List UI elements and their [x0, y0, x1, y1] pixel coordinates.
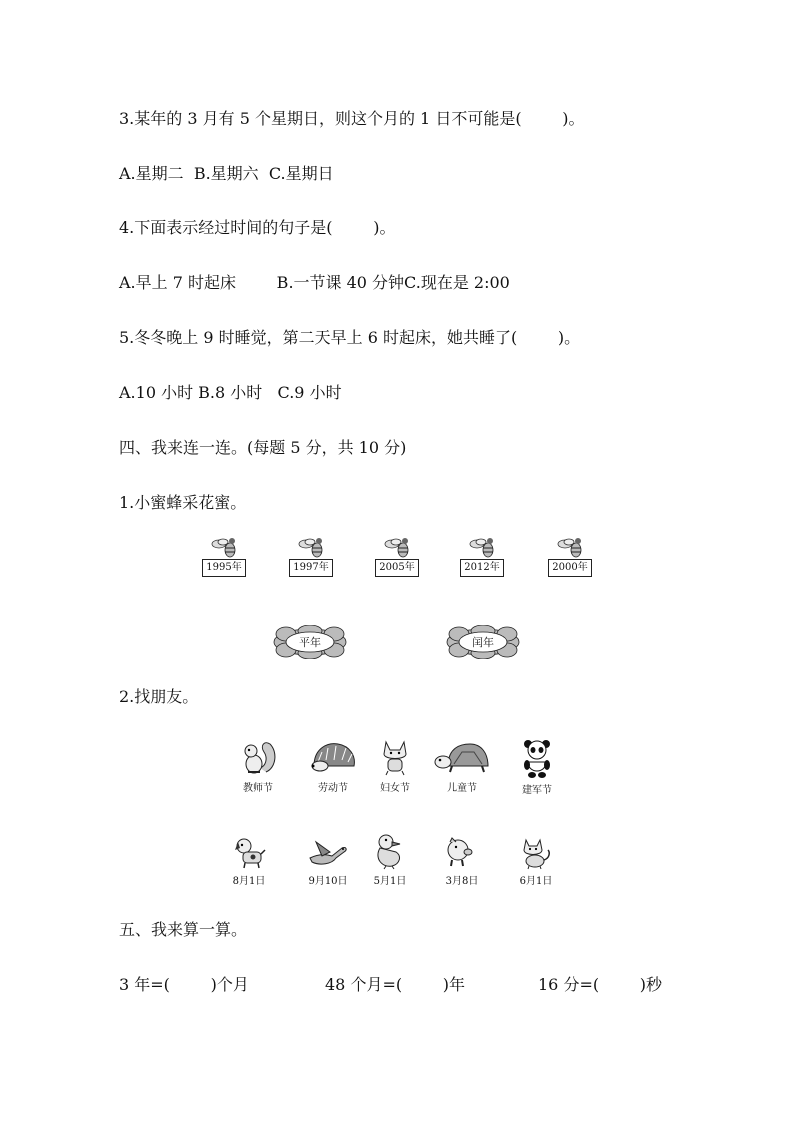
section-4-sub1: 1.小蜜蜂采花蜜。 — [119, 493, 247, 512]
bee-year-label: 2000年 — [548, 559, 592, 577]
q4-text: 4.下面表示经过时间的句子是( )。 — [119, 218, 396, 237]
date-label: 6月1日 — [519, 876, 553, 887]
section-5-title: 五、我来算一算。 — [119, 920, 248, 939]
festival-womens-day[interactable] — [365, 738, 425, 794]
date-label: 5月1日 — [373, 876, 407, 887]
q3-text: 3.某年的 3 月有 5 个星期日，则这个月的 1 日不可能是( )。 — [119, 109, 585, 128]
festival-teachers-day[interactable] — [228, 738, 288, 794]
festival-label: 妇女节 — [380, 783, 410, 794]
q4-options: A.早上 7 时起床 B.一节课 40 分钟C.现在是 2:00 — [119, 273, 510, 292]
calc-item-minutes: 16 分=( )秒 — [538, 975, 663, 994]
pig-icon — [442, 836, 482, 870]
flower-leap-year[interactable] — [445, 625, 521, 659]
bee-icon — [210, 537, 240, 561]
cat-icon — [378, 738, 412, 776]
bee-item[interactable] — [375, 537, 419, 581]
flower-label: 闰年 — [472, 636, 494, 649]
turtle-icon — [434, 738, 490, 776]
date-aug-1[interactable] — [219, 836, 279, 887]
date-may-1[interactable] — [360, 832, 420, 887]
calc-item-years: 3 年=( )个月 — [119, 975, 249, 994]
date-label: 3月8日 — [445, 876, 479, 887]
bee-item[interactable] — [202, 537, 246, 581]
date-label: 8月1日 — [232, 876, 266, 887]
flower-label: 平年 — [299, 636, 321, 649]
section-4-title: 四、我来连一连。(每题 5 分，共 10 分) — [119, 438, 407, 457]
festival-labor-day[interactable] — [303, 738, 363, 794]
q5-options: A.10 小时 B.8 小时 C.9 小时 — [119, 383, 342, 402]
q5-text: 5.冬冬晚上 9 时睡觉，第二天早上 6 时起床，她共睡了( )。 — [119, 328, 581, 347]
date-mar-8[interactable] — [432, 836, 492, 887]
festival-army-day[interactable] — [507, 738, 567, 796]
festival-childrens-day[interactable] — [432, 738, 492, 794]
flower-common-year[interactable] — [272, 625, 348, 659]
bee-icon — [556, 537, 586, 561]
bee-year-label: 1995年 — [202, 559, 246, 577]
bee-item[interactable] — [460, 537, 504, 581]
panda-icon — [520, 738, 554, 778]
kitten-icon — [518, 836, 554, 870]
festival-label: 劳动节 — [318, 783, 348, 794]
date-jun-1[interactable] — [506, 836, 566, 887]
bee-year-label: 1997年 — [289, 559, 333, 577]
bee-item[interactable] — [548, 537, 592, 581]
bee-icon — [468, 537, 498, 561]
bee-year-label: 2005年 — [375, 559, 419, 577]
bee-icon — [297, 537, 327, 561]
bee-year-label: 2012年 — [460, 559, 504, 577]
bird-icon — [306, 836, 350, 870]
bee-item[interactable] — [289, 537, 333, 581]
calc-item-months: 48 个月=( )年 — [325, 975, 466, 994]
section-4-sub2: 2.找朋友。 — [119, 687, 199, 706]
festival-label: 教师节 — [243, 783, 273, 794]
date-sep-10[interactable] — [298, 836, 358, 887]
date-label: 9月10日 — [308, 876, 348, 887]
festival-label: 建军节 — [522, 785, 552, 796]
festival-label: 儿童节 — [447, 783, 477, 794]
squirrel-icon — [238, 738, 278, 776]
bee-icon — [383, 537, 413, 561]
dog-icon — [231, 836, 267, 870]
duck-icon — [372, 832, 408, 870]
q3-options: A.星期二 B.星期六 C.星期日 — [119, 164, 334, 183]
hedgehog-icon — [308, 738, 358, 776]
